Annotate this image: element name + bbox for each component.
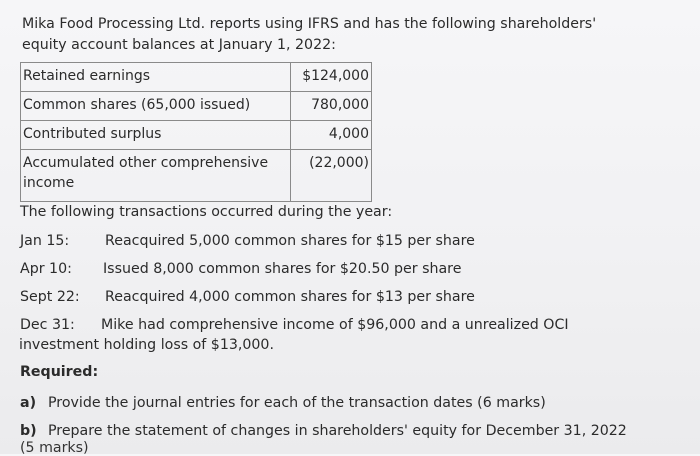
transaction-item [20, 233, 475, 249]
required-item [20, 393, 546, 414]
equity-balances-table [20, 62, 372, 202]
required-item [20, 421, 627, 442]
transaction-item [20, 317, 569, 333]
transaction-date: Dec 31: [20, 317, 75, 333]
required-item-text: Prepare the statement of changes in shareholders' equity for December 31, 2022 [48, 423, 627, 439]
intro-line-1: Mika Food Processing Ltd. reports using IFRS and has the following shareholders' [22, 16, 597, 32]
transaction-date: Apr 10: [20, 261, 72, 277]
transactions-heading: The following transactions occurred during the year: [20, 204, 393, 220]
required-item-letter: a) [20, 395, 37, 411]
transaction-description: Reacquired 4,000 common shares for $13 per share [105, 289, 475, 305]
transaction-description: Issued 8,000 common shares for $20.50 per share [103, 261, 462, 277]
transaction-date: Sept 22: [20, 289, 80, 305]
table-row [21, 150, 372, 202]
transaction-item [20, 261, 462, 277]
transaction-description: Reacquired 5,000 common shares for $15 per share [105, 233, 475, 249]
balance-label: Contributed surplus [21, 121, 291, 150]
balance-label-line-2: income [23, 175, 75, 191]
balance-amount: $124,000 [291, 63, 372, 92]
balance-label-line-1: Accumulated other comprehensive [23, 155, 269, 171]
required-item-letter: b) [20, 423, 37, 439]
transaction-continuation: investment holding loss of $13,000. [19, 337, 274, 353]
table-row [21, 121, 372, 150]
transaction-description: Mike had comprehensive income of $96,000 and a unrealized OCI [101, 317, 569, 333]
table-row [21, 63, 372, 92]
balance-label: Retained earnings [21, 63, 291, 92]
required-heading: Required: [20, 364, 99, 380]
balance-amount: (22,000) [291, 150, 372, 202]
required-item-continuation: (5 marks) [20, 440, 89, 456]
transaction-item [20, 289, 475, 305]
transaction-date: Jan 15: [20, 233, 70, 249]
intro-paragraph [22, 14, 662, 56]
required-item-text: Provide the journal entries for each of the transaction dates (6 marks) [48, 395, 546, 411]
balance-label: Common shares (65,000 issued) [21, 92, 291, 121]
balance-amount: 4,000 [291, 121, 372, 150]
table-row [21, 92, 372, 121]
balance-amount: 780,000 [291, 92, 372, 121]
intro-line-2: equity account balances at January 1, 2022: [22, 37, 336, 53]
balance-label [21, 150, 291, 202]
